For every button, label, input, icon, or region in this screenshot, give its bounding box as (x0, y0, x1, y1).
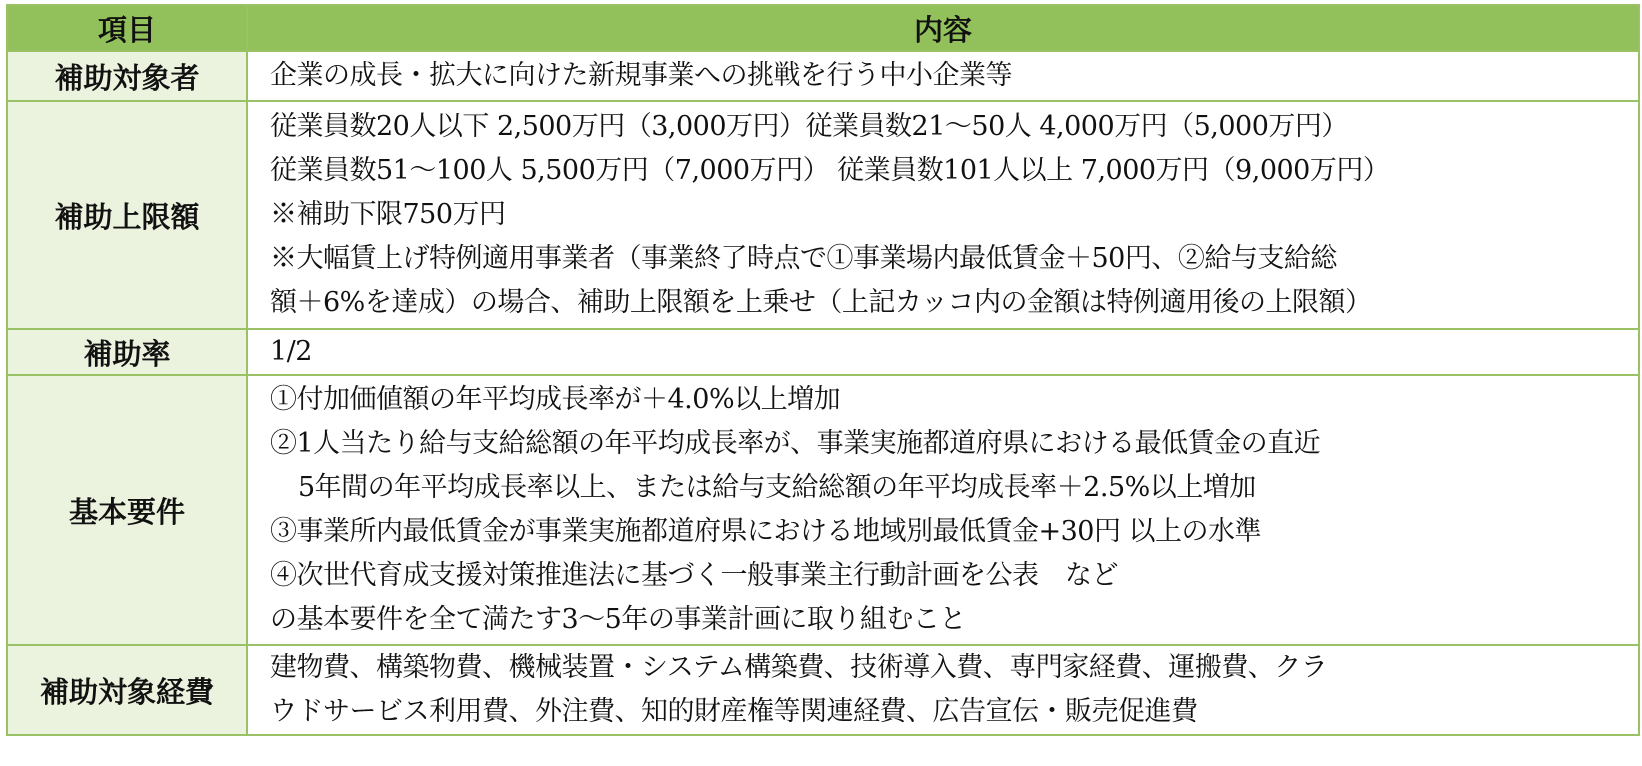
table-row-subsidy-rate (7, 329, 1639, 375)
row-label: 補助対象者 (7, 51, 247, 101)
content-line: ※補助下限750万円 (270, 199, 506, 230)
content-line: 1/2 (270, 336, 312, 367)
table-row-eligible-applicants (7, 51, 1639, 101)
content-line: 従業員数51～100人 5,500万円（7,000万円） 従業員数101人以上 7,000万円（9,000万円） (270, 155, 1390, 186)
row-content (247, 51, 1639, 101)
content-line: ②1人当たり給与支給総額の年平均成長率が、事業実施都道府県における最低賃金の直近 (270, 428, 1321, 459)
row-label: 補助上限額 (7, 101, 247, 329)
content-line: 5年間の年平均成長率以上、または給与支給総額の年平均成長率＋2.5%以上増加 (298, 472, 1256, 503)
row-content (247, 645, 1639, 735)
content-line: ①付加価値額の年平均成長率が＋4.0%以上増加 (270, 384, 841, 415)
content-line: 額＋6%を達成）の場合、補助上限額を上乗せ（上記カッコ内の金額は特例適用後の上限額） (270, 287, 1372, 318)
content-line: 従業員数20人以下 2,500万円（3,000万円）従業員数21～50人 4,000万円（5,000万円） (270, 111, 1348, 142)
content-line: ④次世代育成支援対策推進法に基づく一般事業主行動計画を公表 など (270, 560, 1118, 591)
content-line: 企業の成長・拡大に向けた新規事業への挑戦を行う中小企業等 (270, 60, 1012, 91)
row-label: 補助対象経費 (7, 645, 247, 735)
row-label: 基本要件 (7, 375, 247, 645)
table-row-eligible-expenses (7, 645, 1639, 735)
row-label: 補助率 (7, 329, 247, 375)
content-line: の基本要件を全て満たす3～5年の事業計画に取り組むこと (270, 604, 966, 635)
table-row-subsidy-cap (7, 101, 1639, 329)
row-content (247, 375, 1639, 645)
table-header-row (7, 5, 1639, 51)
content-line: ウドサービス利用費、外注費、知的財産権等関連経費、広告宣伝・販売促進費 (270, 696, 1198, 727)
table-row-basic-requirements (7, 375, 1639, 645)
row-content (247, 329, 1639, 375)
content-line: ※大幅賃上げ特例適用事業者（事業終了時点で①事業場内最低賃金＋50円、②給与支給総 (270, 243, 1337, 274)
subsidy-summary-table (6, 4, 1640, 736)
content-line: 建物費、構築物費、機械装置・システム構築費、技術導入費、専門家経費、運搬費、クラ (270, 652, 1328, 683)
header-content-column: 内容 (247, 5, 1639, 51)
row-content (247, 101, 1639, 329)
header-item-column: 項目 (7, 5, 247, 51)
content-line: ③事業所内最低賃金が事業実施都道府県における地域別最低賃金+30円 以上の水準 (270, 516, 1262, 547)
